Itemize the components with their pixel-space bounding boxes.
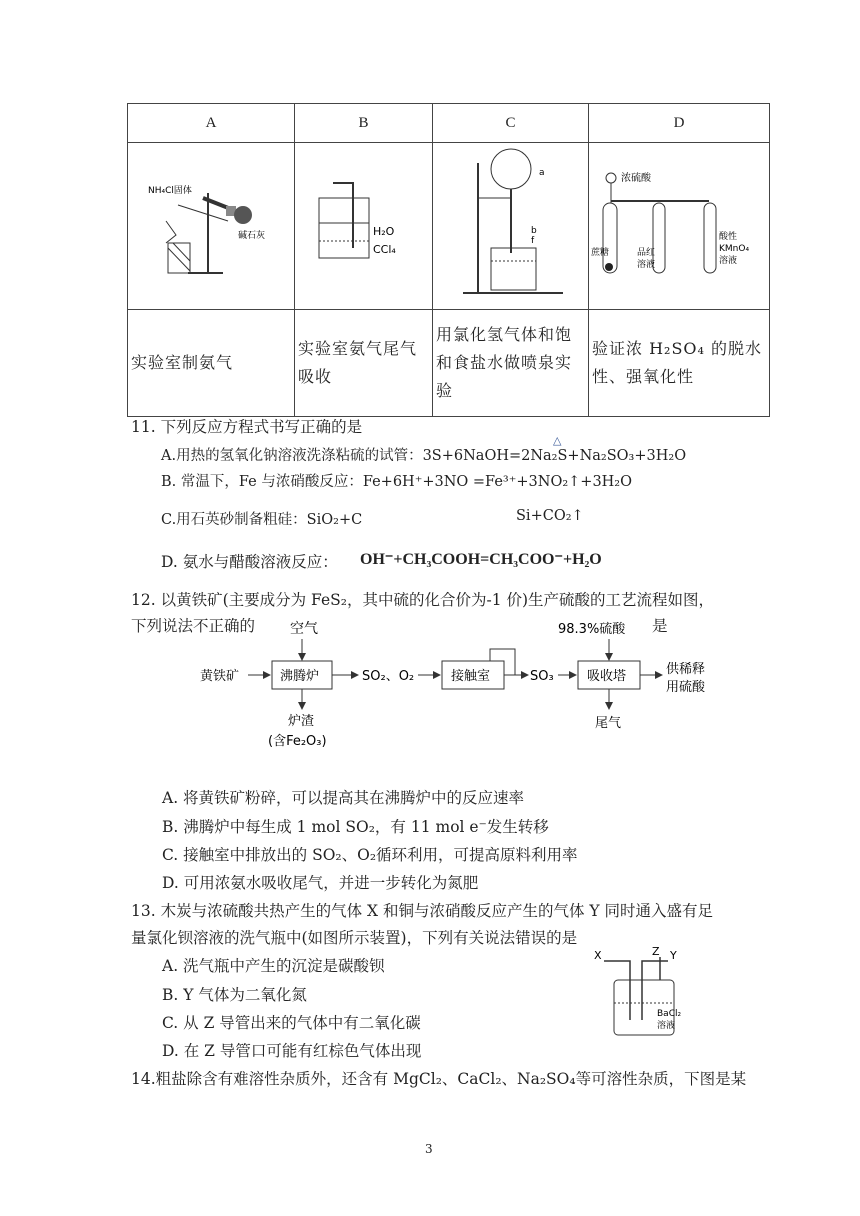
flow-output-line2: 用硫酸 (666, 680, 706, 695)
q11-option-c-right: Si+CO₂↑ (516, 508, 584, 524)
q13-stem-line1: 13. 木炭与浓硫酸共热产生的气体 X 和铜与浓硝酸反应产生的气体 Y 同时通入盛有足 (131, 902, 714, 920)
flow-slag-content: (含Fe₂O₃) (268, 734, 327, 749)
figure-b-cell (295, 143, 433, 310)
desc-b: 实验室氨气尾气吸收 (295, 310, 433, 417)
flow-box-contact: 接触室 (451, 669, 491, 684)
header-b: B (295, 104, 433, 143)
fig13-solution-text: 溶液 (657, 1021, 676, 1031)
fig-d-label-acidic: 酸性 (719, 232, 738, 242)
flow-so2-o2: SO₂、O₂ (362, 669, 415, 684)
figure-c-cell (433, 143, 589, 310)
fig-a-label-sodalime: 碱石灰 (238, 231, 266, 241)
fig-c-label-b: b (531, 226, 537, 236)
page-number: 3 (425, 1142, 433, 1156)
flow-acid: 98.3%硫酸 (558, 622, 626, 637)
fig-d-label-solution1: 溶液 (637, 260, 656, 270)
q12-stem-line1: 12. 以黄铁矿(主要成分为 FeS₂，其中硫的化合价为-1 价)生产硫酸的工艺流程如图， (131, 591, 715, 609)
q13-option-b: B. Y 气体为二氧化氮 (162, 986, 307, 1004)
q12-stem-line2-end: 是 (652, 617, 668, 635)
flow-air: 空气 (290, 621, 318, 637)
fig-d-label-fuchsin: 品红 (637, 248, 656, 258)
q12-option-b: B. 沸腾炉中每生成 1 mol SO₂，有 11 mol e⁻发生转移 (162, 818, 549, 836)
fig13-solution-bacl2: BaCl₂ (657, 1009, 682, 1019)
fig-b-label-ccl4: CCl₄ (373, 243, 396, 256)
desc-c: 用氯化氢气体和饱和食盐水做喷泉实验 (433, 310, 589, 417)
q12-option-d: D. 可用浓氨水吸收尾气，并进一步转化为氮肥 (162, 874, 479, 892)
beaker-absorption-figure (295, 143, 432, 305)
q11-option-d-equation: OH⁻+CH₃COOH=CH₃COO⁻+H₂O (360, 551, 602, 568)
q13-option-a: A. 洗气瓶中产生的沉淀是碳酸钡 (162, 957, 385, 975)
flow-tail-gas: 尾气 (595, 716, 622, 731)
fig13-x: X (594, 949, 602, 962)
q14-stem: 14.粗盐除含有难溶性杂质外，还含有 MgCl₂、CaCl₂、Na₂SO₄等可溶性杂质，下图是某 (131, 1070, 747, 1088)
figure-d-cell (589, 143, 770, 310)
ammonia-prep-apparatus-figure (128, 143, 294, 305)
sulfuric-acid-test-figure (589, 143, 769, 305)
flow-box-absorber: 吸收塔 (587, 669, 627, 684)
fig-d-label-solution2: 溶液 (719, 256, 738, 266)
flow-so3: SO₃ (530, 669, 554, 684)
fig-a-label-nh4cl: NH₄Cl固体 (148, 186, 192, 196)
desc-a: 实验室制氨气 (128, 310, 295, 417)
fig13-y: Y (670, 949, 677, 962)
fig-d-label-kmno4: KMnO₄ (719, 244, 750, 254)
q11-stem: 11. 下列反应方程式书写正确的是 (131, 418, 363, 436)
figure-a-cell (128, 143, 295, 310)
flow-box-furnace: 沸腾炉 (280, 669, 320, 684)
flow-input-pyrite: 黄铁矿 (200, 669, 240, 684)
header-c: C (433, 104, 589, 143)
fig-c-label-a: a (539, 168, 545, 178)
fig13-z: Z (652, 945, 660, 958)
gas-washing-bottle-figure (590, 945, 700, 1040)
q11-heat-mark: △ (553, 434, 562, 447)
fig-d-label-sucrose: 蔗糖 (591, 248, 610, 258)
q12-option-c: C. 接触室中排放出的 SO₂、O₂循环利用，可提高原料利用率 (162, 846, 578, 864)
fountain-experiment-figure (433, 143, 588, 305)
flow-output-line1: 供稀释 (666, 662, 706, 677)
q12-option-a: A. 将黄铁矿粉碎，可以提高其在沸腾炉中的反应速率 (162, 789, 525, 807)
q11-option-c-left: C.用石英砂制备粗硅：SiO₂+C (161, 512, 363, 528)
fig-b-label-water: H₂O (373, 225, 395, 238)
q13-option-c: C. 从 Z 导管出来的气体中有二氧化碳 (162, 1014, 421, 1032)
fig-d-label-acid: 浓硫酸 (621, 173, 651, 184)
options-table (127, 103, 770, 417)
desc-d: 验证浓 H₂SO₄ 的脱水性、强氧化性 (589, 310, 770, 417)
flow-slag: 炉渣 (288, 714, 315, 729)
fig-c-label-f: f (531, 236, 535, 246)
header-d: D (589, 104, 770, 143)
sulfuric-acid-process-flowchart (190, 615, 730, 755)
q13-stem-line2: 量氯化钡溶液的洗气瓶中(如图所示装置)，下列有关说法错误的是 (131, 929, 578, 947)
q13-option-d: D. 在 Z 导管口可能有红棕色气体出现 (162, 1042, 422, 1060)
q12-stem-line2: 下列说法不正确的 (131, 617, 256, 635)
q11-option-b: B. 常温下，Fe 与浓硝酸反应：Fe+6H⁺+3NO =Fe³⁺+3NO₂↑+3H₂O (161, 474, 633, 490)
q11-option-d-prefix: D. 氨水与醋酸溶液反应： (161, 553, 338, 571)
q11-option-a: A.用热的氢氧化钠溶液洗涤粘硫的试管：3S+6NaOH=2Na₂S+Na₂SO₃+3H₂O (161, 448, 687, 464)
header-a: A (128, 104, 295, 143)
